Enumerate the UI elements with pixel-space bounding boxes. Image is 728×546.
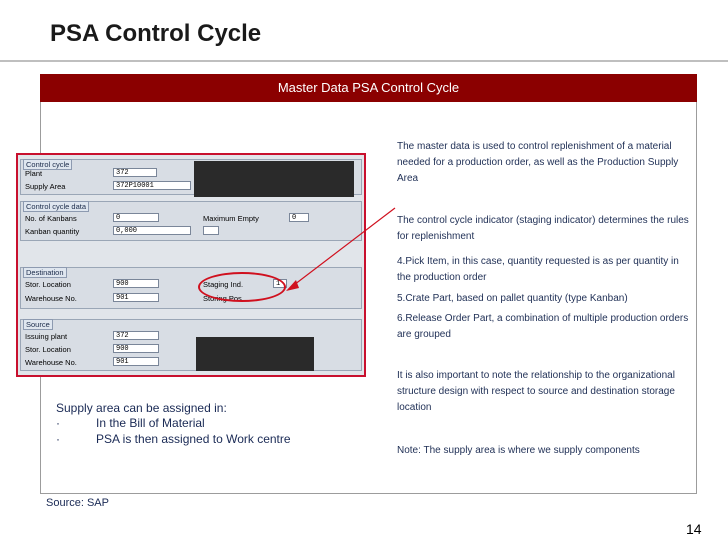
source-label: Source: SAP bbox=[46, 497, 109, 509]
source-header: Source bbox=[23, 319, 53, 330]
src-stor-location-field[interactable]: 900 bbox=[113, 344, 159, 353]
staging-ind-field[interactable]: 1 bbox=[273, 279, 287, 288]
page-title: PSA Control Cycle bbox=[50, 20, 262, 47]
bullet-dot: · bbox=[56, 432, 60, 446]
note-organizational-structure: It is also important to note the relationship to the organizational structure design with respect to source and destination storage location bbox=[397, 370, 675, 413]
plant-field[interactable]: 372 bbox=[113, 168, 157, 177]
issuing-plant-field[interactable]: 372 bbox=[113, 331, 159, 340]
page-number: 14 bbox=[686, 521, 702, 537]
kanban-quantity-label: Kanban quantity bbox=[25, 227, 80, 236]
kanbans-field[interactable]: 0 bbox=[113, 213, 159, 222]
control-cycle-header: Control cycle bbox=[23, 159, 72, 170]
supply-area-field[interactable]: 372P10001 bbox=[113, 181, 191, 190]
dest-stor-location-label: Stor. Location bbox=[25, 280, 71, 289]
note-release-order-part: 6.Release Order Part, a combination of multiple production orders are grouped bbox=[397, 313, 689, 340]
supply-area-label: Supply Area bbox=[25, 182, 66, 191]
dest-stor-location-field[interactable]: 900 bbox=[113, 279, 159, 288]
destination-header: Destination bbox=[23, 267, 67, 278]
banner: Master Data PSA Control Cycle bbox=[40, 74, 697, 102]
src-warehouse-label: Warehouse No. bbox=[25, 358, 77, 367]
storing-pos-label: Storing Pos. bbox=[203, 294, 244, 303]
supply-heading: Supply area can be assigned in: bbox=[56, 401, 227, 415]
kanbans-label: No. of Kanbans bbox=[25, 214, 77, 223]
note-control-cycle-indicator: The control cycle indicator (staging indicator) determines the rules for replenishment bbox=[397, 215, 689, 242]
kanban-quantity-field[interactable]: 0,000 bbox=[113, 226, 191, 235]
note-supply-area: Note: The supply area is where we supply components bbox=[397, 445, 640, 456]
note-crate-part: 5.Crate Part, based on pallet quantity (type Kanban) bbox=[397, 293, 628, 304]
arrow-head bbox=[286, 280, 299, 291]
max-empty-label: Maximum Empty bbox=[203, 214, 259, 223]
dest-warehouse-field[interactable]: 901 bbox=[113, 293, 159, 302]
max-empty-field[interactable]: 0 bbox=[289, 213, 309, 222]
issuing-plant-label: Issuing plant bbox=[25, 332, 68, 341]
note-pick-item: 4.Pick Item, in this case, quantity requested is as per quantity in the production order bbox=[397, 256, 679, 283]
plant-label: Plant bbox=[25, 169, 43, 178]
src-stor-location-label: Stor. Location bbox=[25, 345, 71, 354]
staging-ind-label: Staging Ind. bbox=[203, 280, 244, 289]
supply-item-bom: In the Bill of Material bbox=[96, 416, 205, 430]
arrow-line bbox=[290, 208, 395, 288]
src-warehouse-field[interactable]: 901 bbox=[113, 357, 159, 366]
bullet-dot: · bbox=[56, 416, 60, 430]
note-master-data: The master data is used to control replenishment of a material needed for a production order, as well as the Production Supply Area bbox=[397, 141, 679, 184]
dest-warehouse-label: Warehouse No. bbox=[25, 294, 77, 303]
cycle-data-header: Control cycle data bbox=[23, 201, 89, 212]
supply-item-work-centre: PSA is then assigned to Work centre bbox=[96, 432, 291, 446]
